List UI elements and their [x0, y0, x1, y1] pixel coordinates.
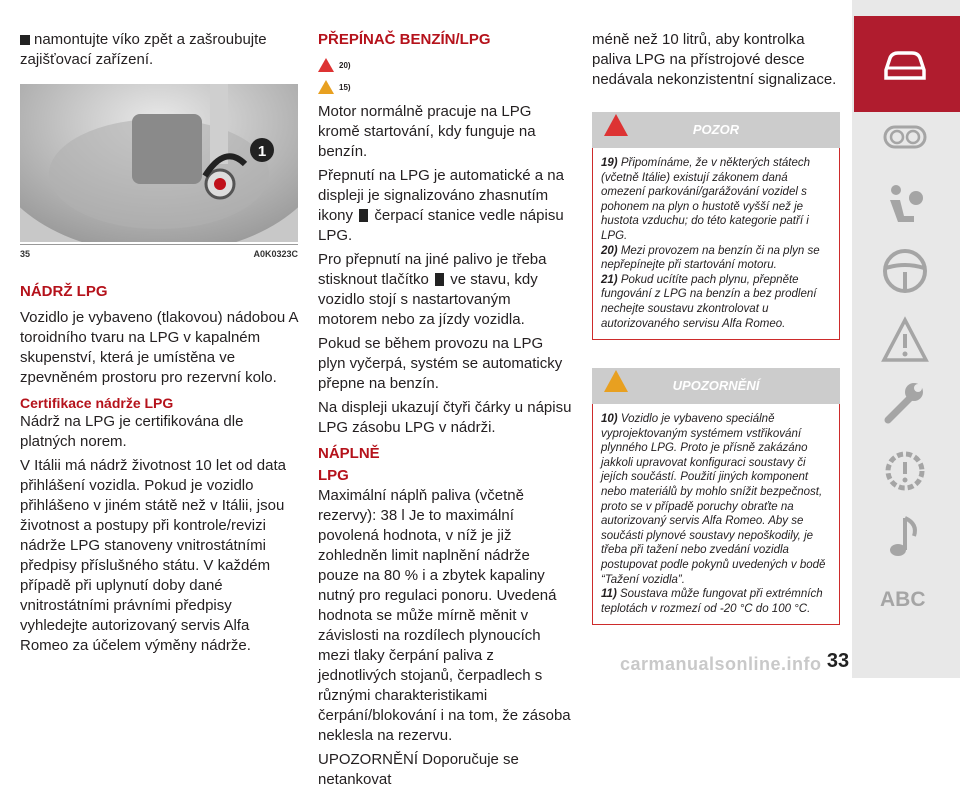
notice-item: 11) Soustava může fungovat při extrémních teplotách v rozmezí od -20 °C do 100 °C. — [601, 588, 823, 615]
footer-watermark: carmanualsonline.info — [620, 654, 822, 674]
notice-box-body — [592, 404, 840, 625]
airbag-person-icon[interactable] — [880, 180, 930, 230]
fuel-pump-icon — [359, 209, 368, 222]
section-title-tank: NÁDRŽ LPG — [20, 283, 108, 300]
lpg-tank-illustration — [20, 84, 298, 242]
middle-column — [318, 30, 572, 790]
certification-title: Certifikace nádrže LPG — [20, 395, 174, 411]
checkbox-bullet-icon — [20, 35, 30, 45]
section-title-switch: PŘEPÍNAČ BENZÍN/LPG — [318, 31, 491, 48]
tank-paragraph-1: Vozidlo je vybaveno (tlakovou) nádobou A toroidního tvaru na LPG v kapalném skupenství, která je umístěna ve zpevněném prostoru pro rezervní kolo. — [20, 309, 298, 386]
gear-info-icon[interactable] — [880, 446, 930, 496]
intro-text: namontujte víko zpět a zašroubujte zajišťovací zařízení. — [20, 31, 267, 68]
tank-paragraph-3: V Itálii má nádrž životnost 10 let od data přihlášení vozidla. Pokud je vozidlo přihlášeno v jiném státě než v Itálii, jsou životnost a postupy při kontrole/revizi nádrže LPG stanoveny vnitrostátními předpisy příslušného státu. V každém případě při uplynutí doby dané vnitrostátními právními předpisy vyhledejte autorizovaný servis Alfa Romeo za účelem výměny nádrže. — [20, 457, 286, 654]
switch-paragraph-3: Pro přepnutí na jiné palivo je třeba stisknout tlačítko ve stavu, kdy vozidlo stojí s nastartovaným motorem nebo za jízdy vozidla. — [318, 251, 547, 328]
caution-box — [592, 112, 840, 340]
switch-paragraph-4: Pokud se během provozu na LPG plyn vyčerpá, systém se automaticky přepne na benzín. — [318, 335, 563, 392]
figure-caption — [20, 244, 298, 263]
figure-number: 35 — [20, 249, 31, 259]
wrench-icon[interactable] — [880, 378, 930, 428]
warning-triangle-icon — [318, 58, 334, 72]
fill-subtitle-lpg: LPG — [318, 467, 349, 484]
figure-callout: 1 — [257, 143, 267, 160]
caution-triangle-icon — [318, 80, 334, 94]
fill-paragraph: Maximální náplň paliva (včetně rezervy): 38 l Je to maximální povolená hodnota, v níž je již zohledněn limit naplnění nádrže pouze na 80 % i a zbytek kapaliny nutný pro regulaci ponoru. Uvedená hodnota se může mírně měnit v závislosti na rozdílech plynoucích mezi tlaky čerpání paliva z jednotlivých stojanů, čerpadlech s různými charakteristikami čerpání/blokování i na tom, že zásoba neklesla na rezervu. — [318, 487, 571, 744]
caution-box-header — [592, 112, 840, 148]
dashboard-gauges-icon[interactable] — [880, 112, 930, 162]
alphabetical-index-tab[interactable]: ABC — [880, 588, 926, 611]
car-icon[interactable] — [880, 40, 930, 90]
caution-box-body — [592, 148, 840, 340]
switch-paragraph-5: Na displeji ukazují čtyři čárky u nápisu LPG zásobu LPG v nádrži. — [318, 399, 572, 436]
notice-box-header — [592, 368, 840, 404]
caution-item: 19) Připomínáme, že v některých státech (včetně Itálie) existují zákonem daná omezení parkování/garážování vozidel s pohonem na plyn o hustotě vyšší než je hustota vzduchu; do této kategorie patří i LPG. — [601, 157, 811, 242]
switch-paragraph-2: Přepnutí na LPG je automatické a na displeji je signalizováno zhasnutím ikony čerpací stanice vedle nápisu LPG. — [318, 167, 564, 244]
caution-item: 21) Pokud ucítíte pach plynu, přepněte fungování z LPG na benzín a bez prodlení nechejte soustavu zkontrolovat u autorizovaného servisu Alfa Romeo. — [601, 273, 817, 330]
section-title-fill: NÁPLNĚ — [318, 445, 380, 462]
tank-paragraph-2: Nádrž na LPG je certifikována dle platných norem. — [20, 413, 244, 450]
caution-item: 20) Mezi provozem na benzín či na plyn se nepřepínejte při startování motoru. — [601, 244, 820, 272]
fuel-pump-icon — [435, 273, 444, 286]
warning-ref-2: 15) — [318, 76, 572, 98]
tank-section — [20, 282, 298, 656]
figure-code: A0K0323C — [253, 249, 298, 259]
lpg-tank-photo — [20, 84, 298, 242]
page-number: 33 — [826, 650, 850, 672]
steering-wheel-icon[interactable] — [880, 246, 930, 296]
notice-box — [592, 368, 840, 625]
switch-paragraph-1: Motor normálně pracuje na LPG kromě startování, kdy funguje na benzín. — [318, 103, 536, 160]
warning-triangle-icon[interactable] — [880, 316, 930, 366]
notice-box-title: UPOZORNĚNÍ — [672, 378, 760, 393]
notice-item: 10) Vozidlo je vybaveno speciálně vyprojektovaným systémem vstřikování plynného LPG. Proto je přísně zakázáno jakkoli upravovat konfiguraci soustavy či jejích součástí. Použití jiných komponent nebo materiálů by mohlo snížit bezpečnost, proto se v případě poruchy obraťte na autorizovaný servis Alfa Romeo. Aby se součásti plynové soustavy nepoškodily, je třeba při tažení nebo zvedání vozidla postupovat podle pokynů uvedených v bodě “Tažení vozidla”. — [601, 413, 826, 586]
music-note-icon[interactable] — [880, 512, 930, 562]
caution-box-title: POZOR — [692, 122, 740, 137]
right-column-text: méně než 10 litrů, aby kontrolka paliva LPG na přístrojové desce nedávala nekonzistentní signalizace. — [592, 31, 837, 88]
warning-ref-1: 20) — [318, 54, 572, 76]
fill-warning-start: UPOZORNĚNÍ Doporučuje se netankovat — [318, 751, 519, 788]
